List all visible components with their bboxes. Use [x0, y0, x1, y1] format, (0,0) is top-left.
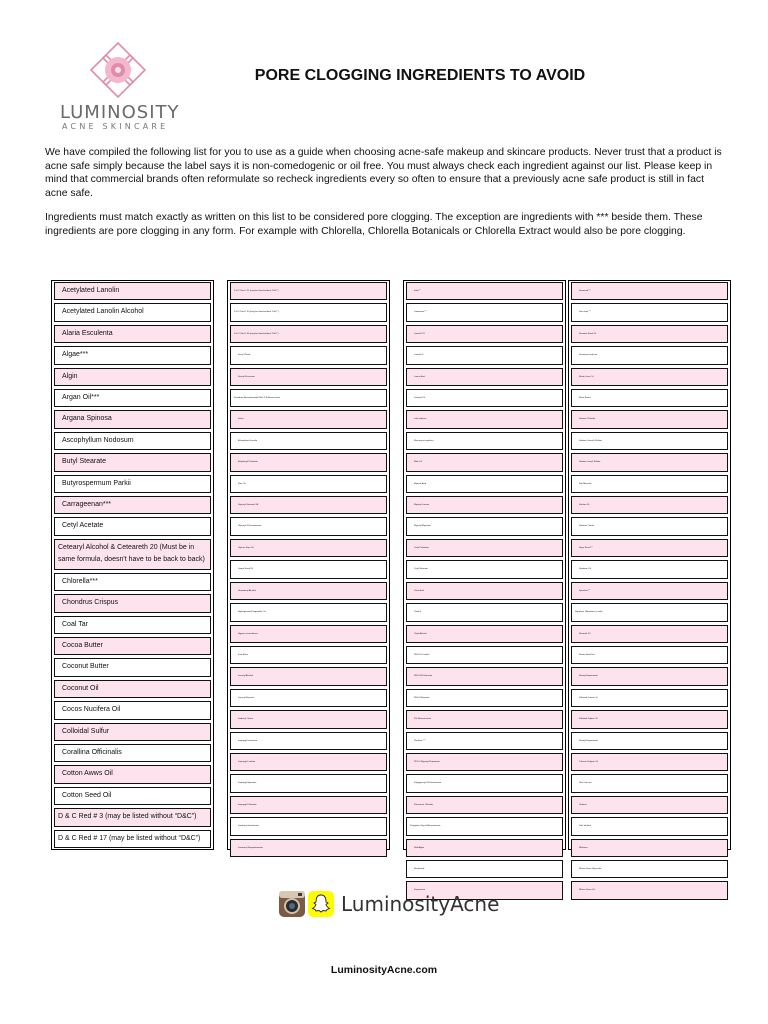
- ingredient-cell: Isocetyl Alcohol: [230, 667, 387, 685]
- ingredient-cell: Rockweed: [406, 860, 563, 878]
- ingredient-cell: Sorbitan Oleate: [571, 517, 728, 535]
- ingredient-cell: Dioctyl Succinate: [230, 368, 387, 386]
- ingredient-cell: Lola implexa: [406, 410, 563, 428]
- ingredient-cell: Plankton ***: [406, 732, 563, 750]
- ingredient-cell: Macrocystis pyrifera: [406, 432, 563, 450]
- ingredient-cell: Mink Oil: [406, 453, 563, 471]
- ingredient-cell: Ethoxylated Lanolin: [230, 432, 387, 450]
- ingredient-cell: Soybean Oil: [571, 560, 728, 578]
- intro-paragraph: We have compiled the following list for you to use as a guide when choosing acne-safe makeup and skincare products. Never trust that a product is acne safe simply because the label says it is non-comedogenic or oil free. You must always check each ingredient against our list. Please keep in mind that commercial brands often reformulate so recheck ingredients every so often to ensure that a previously acne safe product is still in fact acne safe.: [45, 147, 722, 199]
- ingredient-cell: Hypnea musciformis: [230, 625, 387, 643]
- ingredient-cell: Butyl Stearate: [54, 453, 211, 471]
- ingredient-cell: Oleic Acid: [406, 582, 563, 600]
- ingredient-cell: Cotton Awws Oil: [54, 765, 211, 783]
- ingredient-cell: PG Monostearate: [406, 710, 563, 728]
- ingredient-cell: Sea whip***: [571, 303, 728, 321]
- ingredient-cell: Isostearyl Neopentanoate: [230, 839, 387, 857]
- ingredient-cell: Solulan 16: [571, 496, 728, 514]
- page-title: PORE CLOGGING INGREDIENTS TO AVOID: [254, 67, 586, 84]
- ingredient-cell: Oleth-3: [406, 603, 563, 621]
- ingredient-cell: Isocetyl Stearate: [230, 689, 387, 707]
- ingredient-column-2: [227, 280, 390, 850]
- ingredient-cell: Coconut Oil: [54, 680, 211, 698]
- ingredient-cell: Lauric Acid: [406, 368, 563, 386]
- ingredient-cell: Argan Oil***: [54, 389, 211, 407]
- ingredient-cell: Wheat Germ Glyceride: [571, 860, 728, 878]
- ingredient-cell: Myristyl Lactate: [406, 496, 563, 514]
- ingredient-cell: Laureth-23: [406, 325, 563, 343]
- ingredient-cell: D & C Red # 30 (may be listed without “D&C”): [230, 303, 387, 321]
- ingredient-cell: Polyglyceryl-3-Diisostearate: [406, 774, 563, 792]
- ingredient-cell: Myristic Acid: [406, 475, 563, 493]
- ingredient-cell: Octyl Palmitate: [406, 539, 563, 557]
- ingredient-cell: Algin: [54, 368, 211, 386]
- ingredient-cell: Spirulina***: [571, 582, 728, 600]
- ingredient-cell: Flax Oil: [230, 475, 387, 493]
- ingredient-cell: Isopropyl Palmitate: [230, 796, 387, 814]
- ingredient-cell: Wheat Germ Oil: [571, 881, 728, 899]
- website-url: LuminosityAcne.com: [330, 964, 438, 976]
- ingredient-cell: Grape Seed Oil: [230, 560, 387, 578]
- ingredient-cell: Stearic Acid Tea: [571, 646, 728, 664]
- ingredient-cell: Kelp***: [406, 282, 563, 300]
- ingredient-cell: Soil Minerals: [571, 475, 728, 493]
- ingredient-cell: Potassium Chloride: [406, 796, 563, 814]
- ingredient-cell: Isopropyl Myristate: [230, 774, 387, 792]
- ingredient-cell: Dulse: [230, 410, 387, 428]
- ingredient-column-3: [403, 280, 566, 892]
- ingredient-cell: Myristyl Myristate: [406, 517, 563, 535]
- note-paragraph: Ingredients must match exactly as written on this list to be considered pore clogging. The exception are ingredients with *** beside them. These ingredients are pore clogging in any form. For example with Chlorella, Chlorella Botanicals or Chlorella Extract would also be pore clogging.: [45, 212, 703, 237]
- ingredient-cell: Red Algae: [406, 839, 563, 857]
- logo-wordmark: LUMINOSITY: [60, 102, 180, 123]
- ingredient-cell: Cetyl Acetate: [54, 517, 211, 535]
- ingredient-cell: Sargassum: [406, 881, 563, 899]
- snapchat-icon: [308, 891, 334, 917]
- ingredient-cell: Butyrospermum Parkii: [54, 475, 211, 493]
- ingredient-cell: Algae***: [54, 346, 211, 364]
- ingredient-cell: Sulfated Jojoba Oil: [571, 710, 728, 728]
- ingredient-cell: Squalene (Squalane is safe): [571, 603, 728, 621]
- ingredient-cell: Sulfated Castor Oil: [571, 689, 728, 707]
- ingredient-cell: Cetearyl Alcohol & Ceteareth 20 (Must be in same formula, doesn't have to be back to back): [54, 539, 211, 570]
- ingredient-cell: Isopropyl Linolate: [230, 753, 387, 771]
- ingredient-cell: Oleyl Alcohol: [406, 625, 563, 643]
- ingredient-cell: Colloidal Sulfur: [54, 723, 211, 741]
- ingredient-cell: D & C Red # 36 (may be listed without “D&C”): [230, 325, 387, 343]
- ingredient-cell: Cocoa Butter: [54, 637, 211, 655]
- ingredient-cell: Stearyl Heptanoate: [571, 667, 728, 685]
- ingredient-cell: Ascophyllum Nodosum: [54, 432, 211, 450]
- ingredient-cell: D & C Red # 3 (may be listed without “D&C”): [54, 808, 211, 826]
- ingredient-cell: D & C Red # 17 (may be listed without “D&C”): [54, 830, 211, 848]
- social-footer: [279, 891, 499, 917]
- social-handle: LuminosityAcne: [341, 892, 500, 916]
- ingredient-cell: Sodium Chloride: [571, 410, 728, 428]
- ingredient-cell: Glycine Soja Oil: [230, 539, 387, 557]
- ingredient-cell: Shark Liver Oil: [571, 368, 728, 386]
- ingredient-cell: Soya Sterol***: [571, 539, 728, 557]
- ingredient-cell: Linseed Oil: [406, 389, 563, 407]
- ingredient-cell: Alaria Esculenta: [54, 325, 211, 343]
- ingredient-cell: Undaria: [571, 796, 728, 814]
- ingredient-cell: Corallina Officinalis: [54, 744, 211, 762]
- ingredient-cell: Disodium Monooleamido PEG 2-Sulfosuccinate: [230, 389, 387, 407]
- ingredient-cell: Shea Butter: [571, 389, 728, 407]
- ingredient-cell: Chlorella***: [54, 573, 211, 591]
- ingredient-cell: Propylene Glycol Monostearate: [406, 817, 563, 835]
- ingredient-cell: Stearyl Heptanoate: [571, 732, 728, 750]
- ingredient-cell: Vitis Vinifera: [571, 817, 728, 835]
- ingredient-cell: PEG 200 Dilaurate: [406, 667, 563, 685]
- logo-tagline: ACNE SKINCARE: [62, 122, 169, 131]
- ingredient-cell: Sodium Lauryl Sulfate: [571, 453, 728, 471]
- ingredient-cell: Cocos Nucifera Oil: [54, 701, 211, 719]
- ingredient-cell: Carrageenan***: [54, 496, 211, 514]
- ingredient-cell: Coal Tar: [54, 616, 211, 634]
- ingredient-cell: Isodecyl Oleate: [230, 710, 387, 728]
- ingredient-cell: Cotton Seed Oil: [54, 787, 211, 805]
- lotus-logo-icon: [88, 40, 148, 100]
- ingredient-column-1: [51, 280, 214, 850]
- ingredient-cell: Isopropyl Isosterate: [230, 732, 387, 750]
- ingredient-cell: Octyl Stearate: [406, 560, 563, 578]
- ingredient-cell: Wakame: [571, 839, 728, 857]
- ingredient-column-4: [568, 280, 731, 892]
- ingredient-cell: Triticum Vulgare Oil: [571, 753, 728, 771]
- ingredient-cell: Acetylated Lanolin: [54, 282, 211, 300]
- ingredient-cell: Ethylhexyl Palmitate: [230, 453, 387, 471]
- ingredient-cell: Sodium Laureth Sulfate: [571, 432, 728, 450]
- ingredient-cell: Glyceryl-3-Diisostearate: [230, 517, 387, 535]
- ingredient-cell: Decyl Oleate: [230, 346, 387, 364]
- ingredient-cell: PPG 2 Myristyl Propionate: [406, 753, 563, 771]
- ingredient-cell: Argana Spinosa: [54, 410, 211, 428]
- ingredient-cell: PEG 8 Stearate: [406, 689, 563, 707]
- ingredient-cell: Coconut Butter: [54, 658, 211, 676]
- ingredient-cell: Irish Moss: [230, 646, 387, 664]
- ingredient-cell: Steareth 10: [571, 625, 728, 643]
- ingredient-cell: Acetylated Lanolin Alcohol: [54, 303, 211, 321]
- ingredient-cell: Ulva Lactuca: [571, 774, 728, 792]
- brand-logo: [60, 40, 180, 131]
- ingredient-cell: Laureth-4: [406, 346, 563, 364]
- ingredient-cell: Hydrogenated Vegetable Oil: [230, 603, 387, 621]
- instagram-icon: [279, 891, 305, 917]
- ingredient-cell: Sesamum Indicum: [571, 346, 728, 364]
- ingredient-cell: Seaweed***: [571, 282, 728, 300]
- ingredient-cell: Hexadecyl Alcohol: [230, 582, 387, 600]
- ingredient-cell: Sesame Seed Oil: [571, 325, 728, 343]
- ingredient-cell: Lamimaria***: [406, 303, 563, 321]
- ingredient-cell: Glyceryl Stearate SE: [230, 496, 387, 514]
- ingredient-cell: Chondrus Crispus: [54, 594, 211, 612]
- ingredient-cell: Isostearyl Isostearate: [230, 817, 387, 835]
- ingredient-cell: D & C Red # 21 (may be listed without “D&C”): [230, 282, 387, 300]
- ingredient-cell: PEG 16 Lanolin: [406, 646, 563, 664]
